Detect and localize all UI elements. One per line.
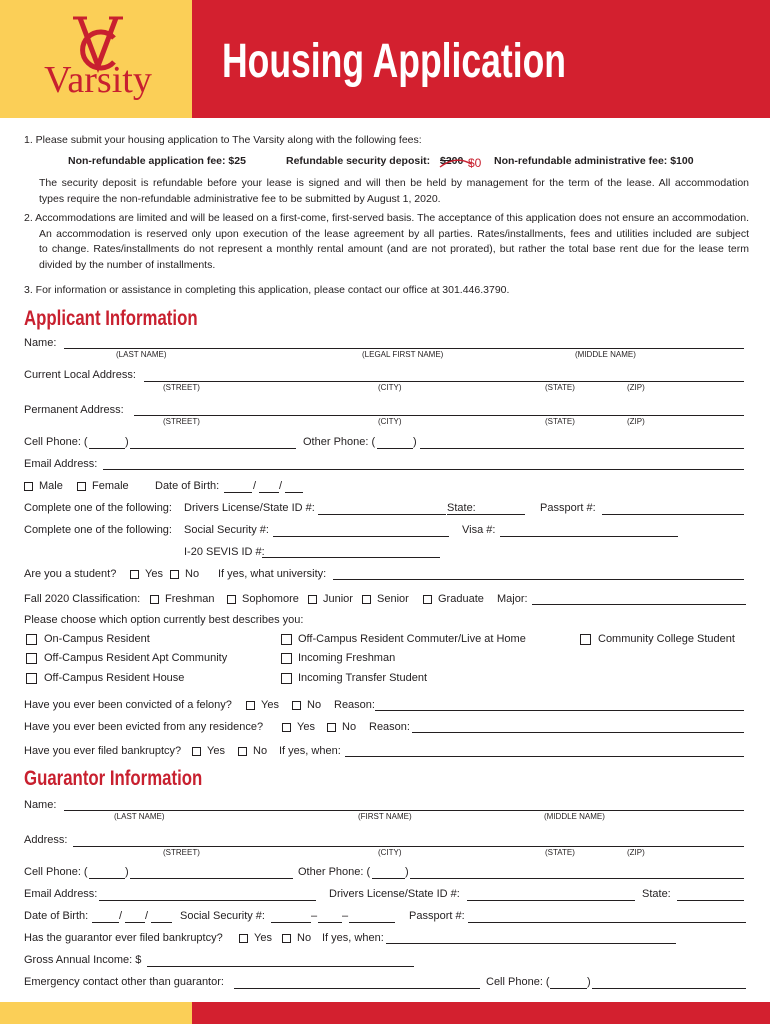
ssn-dash: – bbox=[342, 910, 349, 922]
guarantor-cell-label: Cell Phone: ( bbox=[24, 866, 88, 878]
local-address-field[interactable] bbox=[144, 381, 744, 382]
dob-month-field[interactable] bbox=[224, 492, 252, 493]
fee-security-label: Refundable security deposit: bbox=[286, 155, 431, 167]
evicted-yes-checkbox[interactable] bbox=[282, 723, 291, 732]
paren-close: ) bbox=[587, 976, 591, 988]
gross-income-field[interactable] bbox=[147, 966, 414, 967]
junior-checkbox[interactable] bbox=[308, 595, 317, 604]
sevis-field[interactable] bbox=[262, 557, 440, 558]
dl-state-field[interactable] bbox=[447, 514, 525, 515]
guarantor-address-label: Address: bbox=[24, 834, 68, 846]
guarantor-bankruptcy-when-field[interactable] bbox=[386, 943, 676, 944]
dob-slash: / bbox=[279, 480, 283, 492]
caption-city: (CITY) bbox=[378, 848, 402, 857]
caption-state: (STATE) bbox=[545, 848, 575, 857]
bankruptcy-yes-checkbox[interactable] bbox=[192, 747, 201, 756]
class-option: Sophomore bbox=[242, 593, 299, 605]
option-label: Community College Student bbox=[598, 633, 735, 645]
paren-close: ) bbox=[405, 866, 409, 878]
passport-label: Passport #: bbox=[540, 502, 596, 514]
caption-street: (STREET) bbox=[163, 848, 200, 857]
guarantor-passport-field[interactable] bbox=[468, 922, 746, 923]
class-option: Graduate bbox=[438, 593, 484, 605]
caption-zip: (ZIP) bbox=[627, 417, 645, 426]
yes-label: Yes bbox=[254, 932, 272, 944]
fee-security-new: $0 bbox=[468, 156, 482, 170]
evicted-reason-field[interactable] bbox=[412, 732, 744, 733]
caption-last-name: (LAST NAME) bbox=[116, 350, 167, 359]
guarantor-bankruptcy-question: Has the guarantor ever filed bankruptcy? bbox=[24, 932, 223, 944]
fee-security-old: $200 bbox=[440, 155, 464, 167]
incoming-transfer-checkbox[interactable] bbox=[281, 673, 292, 684]
guarantor-email-label: Email Address: bbox=[24, 888, 98, 900]
caption-middle-name: (MIDDLE NAME) bbox=[544, 812, 605, 821]
ssn-dash: – bbox=[311, 910, 318, 922]
no-label: No bbox=[185, 568, 200, 580]
email-label: Email Address: bbox=[24, 458, 98, 470]
guarantor-name-label: Name: bbox=[24, 799, 57, 811]
incoming-freshman-checkbox[interactable] bbox=[281, 653, 292, 664]
senior-checkbox[interactable] bbox=[362, 595, 371, 604]
student-yes-checkbox[interactable] bbox=[130, 570, 139, 579]
guarantor-address-field[interactable] bbox=[73, 846, 744, 847]
ssn-field[interactable] bbox=[273, 536, 449, 537]
caption-middle-name: (MIDDLE NAME) bbox=[575, 350, 636, 359]
emergency-cell-label: Cell Phone: ( bbox=[486, 976, 550, 988]
cell-phone-field[interactable] bbox=[130, 448, 296, 449]
caption-zip: (ZIP) bbox=[627, 383, 645, 392]
class-option: Freshman bbox=[165, 593, 215, 605]
applicant-name-field[interactable] bbox=[64, 348, 744, 349]
option-label: Off-Campus Resident Commuter/Live at Home bbox=[298, 633, 526, 645]
emergency-cell-field[interactable] bbox=[592, 988, 746, 989]
caption-city: (CITY) bbox=[378, 417, 402, 426]
text-line: divided by the number of installments. bbox=[39, 258, 216, 271]
other-phone-label: Other Phone: ( bbox=[303, 436, 376, 448]
caption-state: (STATE) bbox=[545, 417, 575, 426]
dob-slash: / bbox=[119, 910, 123, 922]
caption-zip: (ZIP) bbox=[627, 848, 645, 857]
intro-item-2 bbox=[24, 211, 749, 273]
caption-first-name: (FIRST NAME) bbox=[358, 812, 412, 821]
felony-yes-checkbox[interactable] bbox=[246, 701, 255, 710]
paren-close: ) bbox=[125, 866, 129, 878]
caption-last-name: (LAST NAME) bbox=[114, 812, 165, 821]
male-label: Male bbox=[39, 480, 63, 492]
text-line: to change. Rates/installments do not represent a monthly rental amount (and are not prorated), but rather the total base rent due for the lease term bbox=[39, 243, 749, 255]
guarantor-cell-field[interactable] bbox=[130, 878, 293, 879]
dob-slash: / bbox=[253, 480, 257, 492]
gross-income-label: Gross Annual Income: $ bbox=[24, 954, 142, 966]
complete-one-label: Complete one of the following: bbox=[24, 502, 172, 514]
other-phone-area-field[interactable] bbox=[377, 448, 413, 449]
drivers-license-label: Drivers License/State ID #: bbox=[184, 502, 315, 514]
class-option: Junior bbox=[323, 593, 353, 605]
reason-label: Reason: bbox=[369, 721, 410, 733]
dob-label: Date of Birth: bbox=[155, 480, 220, 492]
guarantor-dob-label: Date of Birth: bbox=[24, 910, 89, 922]
off-campus-apt-checkbox[interactable] bbox=[26, 653, 37, 664]
guarantor-bankruptcy-yes-checkbox[interactable] bbox=[239, 934, 248, 943]
dob-slash: / bbox=[145, 910, 149, 922]
visa-label: Visa #: bbox=[462, 524, 496, 536]
guarantor-drivers-label: Drivers License/State ID #: bbox=[329, 888, 460, 900]
option-label: Off-Campus Resident House bbox=[44, 672, 185, 684]
off-campus-commuter-checkbox[interactable] bbox=[281, 634, 292, 645]
intro-item-1-text bbox=[39, 176, 749, 207]
caption-state: (STATE) bbox=[545, 383, 575, 392]
yes-label: Yes bbox=[145, 568, 163, 580]
applicant-name-label: Name: bbox=[24, 337, 57, 349]
ssn-label: Social Security #: bbox=[184, 524, 269, 536]
university-field[interactable] bbox=[333, 579, 744, 580]
permanent-address-field[interactable] bbox=[134, 415, 744, 416]
state-label: State: bbox=[447, 502, 476, 514]
fee-application: Non-refundable application fee: $25 bbox=[68, 155, 246, 167]
sophomore-checkbox[interactable] bbox=[227, 595, 236, 604]
option-label: Incoming Freshman bbox=[298, 652, 396, 664]
cell-phone-area-field[interactable] bbox=[89, 448, 125, 449]
guarantor-name-field[interactable] bbox=[64, 810, 744, 811]
choose-option-label: Please choose which option currently best describes you: bbox=[24, 614, 304, 626]
felony-reason-field[interactable] bbox=[375, 710, 744, 711]
guarantor-ssn-label: Social Security #: bbox=[180, 910, 265, 922]
emergency-cell-area-field[interactable] bbox=[550, 988, 587, 989]
guarantor-drivers-field[interactable] bbox=[467, 900, 635, 901]
intro-item-1: 1. Please submit your housing application to The Varsity along with the following fees: bbox=[24, 134, 422, 146]
option-label: Incoming Transfer Student bbox=[298, 672, 428, 684]
intro-item-3: 3. For information or assistance in completing this application, please contact our office at 301.446.3790. bbox=[24, 284, 510, 296]
female-label: Female bbox=[92, 480, 129, 492]
bankruptcy-question: Have you ever filed bankruptcy? bbox=[24, 745, 182, 757]
yes-label: Yes bbox=[207, 745, 225, 757]
email-field[interactable] bbox=[103, 469, 744, 470]
local-address-label: Current Local Address: bbox=[24, 369, 136, 381]
text-line: An accommodation is reserved only upon execution of the lease agreement by all parties. Rates/installments, fees and utilities included are subject bbox=[39, 227, 749, 240]
varsity-logo bbox=[28, 14, 168, 106]
option-label: On-Campus Resident bbox=[44, 633, 150, 645]
student-question: Are you a student? bbox=[24, 568, 117, 580]
guarantor-dob-day-field[interactable] bbox=[125, 922, 145, 923]
class-option: Senior bbox=[377, 593, 409, 605]
footer-red-band bbox=[192, 1002, 770, 1024]
graduate-checkbox[interactable] bbox=[423, 595, 432, 604]
paren-close: ) bbox=[413, 436, 417, 448]
complete-one-label: Complete one of the following: bbox=[24, 524, 172, 536]
sevis-label: I-20 SEVIS ID #: bbox=[184, 546, 265, 558]
guarantor-cell-area-field[interactable] bbox=[89, 878, 125, 879]
major-label: Major: bbox=[497, 593, 528, 605]
footer-yellow-band bbox=[0, 1002, 192, 1024]
female-checkbox[interactable] bbox=[77, 482, 86, 491]
student-no-checkbox[interactable] bbox=[170, 570, 179, 579]
emergency-contact-field[interactable] bbox=[234, 988, 480, 989]
guarantor-heading: Guarantor Information bbox=[24, 767, 203, 790]
logo-word: Varsity bbox=[44, 59, 152, 101]
guarantor-other-area-field[interactable] bbox=[372, 878, 405, 879]
major-field[interactable] bbox=[532, 604, 746, 605]
no-label: No bbox=[342, 721, 357, 733]
bankruptcy-no-checkbox[interactable] bbox=[238, 747, 247, 756]
evicted-no-checkbox[interactable] bbox=[327, 723, 336, 732]
page-title: Housing Application bbox=[222, 35, 566, 88]
fee-admin: Non-refundable administrative fee: $100 bbox=[494, 155, 694, 167]
guarantor-dob-year-field[interactable] bbox=[151, 922, 172, 923]
dob-day-field[interactable] bbox=[259, 492, 279, 493]
caption-city: (CITY) bbox=[378, 383, 402, 392]
guarantor-bankruptcy-no-checkbox[interactable] bbox=[282, 934, 291, 943]
permanent-address-label: Permanent Address: bbox=[24, 404, 124, 416]
no-label: No bbox=[297, 932, 312, 944]
university-label: If yes, what university: bbox=[218, 568, 327, 580]
guarantor-passport-label: Passport #: bbox=[409, 910, 465, 922]
text-line: The security deposit is refundable before your lease is signed and will then be held by management for the term of the lease. All accommodation bbox=[39, 177, 749, 189]
passport-field[interactable] bbox=[602, 514, 744, 515]
guarantor-other-phone-field[interactable] bbox=[410, 878, 744, 879]
guarantor-ssn-2-field[interactable] bbox=[318, 922, 342, 923]
reason-label: Reason: bbox=[334, 699, 375, 711]
evicted-question: Have you ever been evicted from any residence? bbox=[24, 721, 264, 733]
guarantor-ssn-3-field[interactable] bbox=[349, 922, 395, 923]
classification-label: Fall 2020 Classification: bbox=[24, 593, 141, 605]
on-campus-checkbox[interactable] bbox=[26, 634, 37, 645]
caption-street: (STREET) bbox=[163, 417, 200, 426]
paren-close: ) bbox=[125, 436, 129, 448]
no-label: No bbox=[253, 745, 268, 757]
off-campus-house-checkbox[interactable] bbox=[26, 673, 37, 684]
guarantor-state-field[interactable] bbox=[677, 900, 744, 901]
felony-no-checkbox[interactable] bbox=[292, 701, 301, 710]
felony-question: Have you ever been convicted of a felony? bbox=[24, 699, 232, 711]
text-line: 2. Accommodations are limited and will be leased on a first-come, first-served basis. The acceptance of this application does not ensure an accommodation. bbox=[24, 212, 749, 224]
guarantor-state-label: State: bbox=[642, 888, 671, 900]
caption-first-name: (LEGAL FIRST NAME) bbox=[362, 350, 444, 359]
drivers-license-field[interactable] bbox=[318, 514, 446, 515]
if-yes-when-label: If yes, when: bbox=[322, 932, 384, 944]
if-yes-when-label: If yes, when: bbox=[279, 745, 341, 757]
dob-year-field[interactable] bbox=[285, 492, 303, 493]
guarantor-email-field[interactable] bbox=[99, 900, 316, 901]
no-label: No bbox=[307, 699, 322, 711]
bankruptcy-when-field[interactable] bbox=[345, 756, 744, 757]
cell-phone-label: Cell Phone: ( bbox=[24, 436, 88, 448]
option-label: Off-Campus Resident Apt Community bbox=[44, 652, 228, 664]
yes-label: Yes bbox=[297, 721, 315, 733]
male-checkbox[interactable] bbox=[24, 482, 33, 491]
emergency-contact-label: Emergency contact other than guarantor: bbox=[24, 976, 224, 988]
text-line: types require the non-refundable administrative fee to be submitted by August 1, 2020. bbox=[39, 192, 441, 205]
guarantor-dob-month-field[interactable] bbox=[92, 922, 119, 923]
caption-street: (STREET) bbox=[163, 383, 200, 392]
yes-label: Yes bbox=[261, 699, 279, 711]
guarantor-ssn-1-field[interactable] bbox=[271, 922, 311, 923]
community-college-checkbox[interactable] bbox=[580, 634, 591, 645]
freshman-checkbox[interactable] bbox=[150, 595, 159, 604]
other-phone-field[interactable] bbox=[420, 448, 744, 449]
applicant-heading: Applicant Information bbox=[24, 307, 198, 330]
visa-field[interactable] bbox=[500, 536, 678, 537]
guarantor-other-phone-label: Other Phone: ( bbox=[298, 866, 371, 878]
